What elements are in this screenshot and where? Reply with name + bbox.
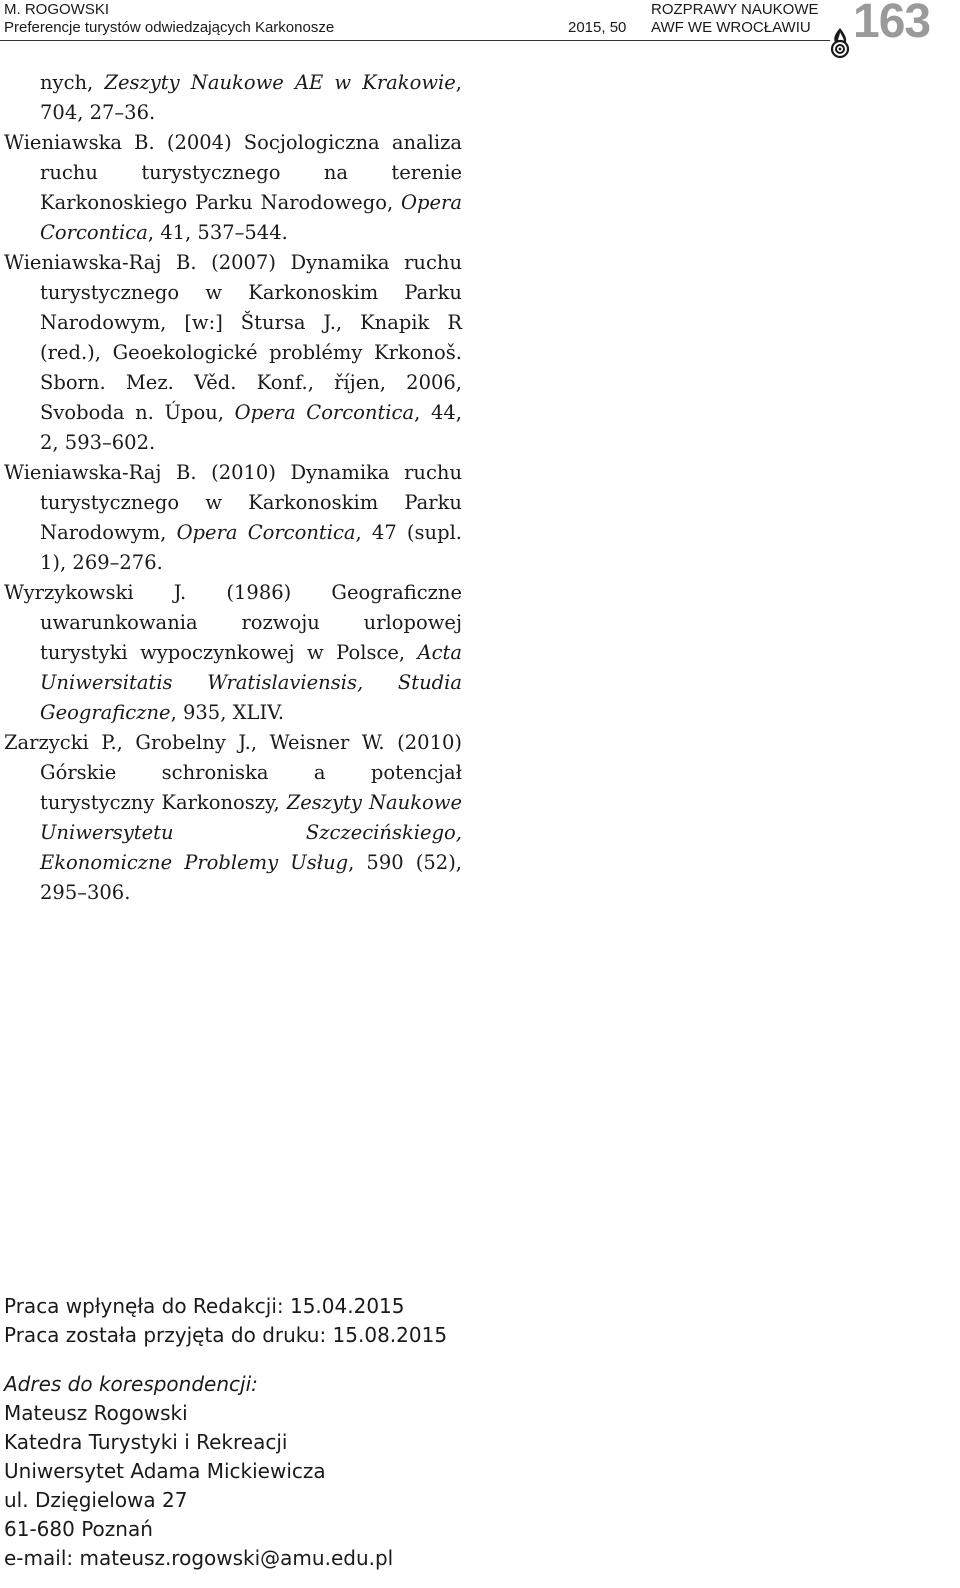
journal-line-1: ROZPRAWY NAUKOWE [651, 1, 819, 18]
reference-source-italic: Acta Uniwersitatis Wratislaviensis, Studia Geograficzne [40, 641, 462, 724]
received-date: Praca wpłynęła do Redakcji: 15.04.2015 [4, 1294, 405, 1318]
reference-text: , 44, 2, 593–602. [40, 401, 462, 454]
reference-text: Wieniawska-Raj B. (2007) Dynamika ruchu turystycznego w Karkonoskim Parku Narodowym, [w:] Štursa J., Knapik R (red.), Geoekologické problémy Krkonoš. Sborn. Mez. Věd. Konf., říjen, 2006, Svoboda n. Úpou, [4, 251, 462, 424]
running-head-title: Preferencje turystów odwiedzających Karkonosze [4, 19, 335, 36]
journal-line-2: AWF WE WROCŁAWIU [651, 19, 811, 36]
reference-entry [4, 728, 462, 908]
reference-source-italic: Opera Corcontica [234, 401, 415, 424]
reference-text: nych, [40, 71, 105, 94]
running-head-author: M. ROGOWSKI [4, 1, 109, 18]
reference-text: , 590 (52), 295–306. [40, 851, 462, 904]
reference-text: , 47 (supl. 1), 269–276. [40, 521, 462, 574]
reference-source-italic: Zeszyty Naukowe Uniwersytetu Szczecińskiego, Ekonomiczne Problemy Usług [40, 791, 462, 874]
university: Uniwersytet Adama Mickiewicza [4, 1459, 326, 1483]
running-head-left [4, 1, 334, 37]
reference-entry [4, 68, 462, 128]
reference-text: Wieniawska B. (2004) Socjologiczna analiza ruchu turystycznego na terenie Karkonoskiego Parku Narodowego, [4, 131, 462, 214]
reference-entry [4, 578, 462, 728]
journal-name [651, 1, 819, 37]
journal-logo-icon [829, 26, 851, 58]
reference-entry [4, 128, 462, 248]
reference-entry [4, 248, 462, 458]
reference-text: , 41, 537–544. [147, 221, 288, 244]
correspondence-address [4, 1370, 704, 1573]
department: Katedra Turystyki i Rekreacji [4, 1430, 288, 1454]
reference-text: , 704, 27–36. [40, 71, 462, 124]
reference-text: Zarzycki P., Grobelny J., Weisner W. (2010) Górskie schroniska a potencjał turystyczny Karkonoszy, [4, 731, 462, 814]
city: 61-680 Poznań [4, 1517, 153, 1541]
header-rule [0, 40, 830, 41]
author-name: Mateusz Rogowski [4, 1401, 188, 1425]
reference-source-italic: Zeszyty Naukowe AE w Krakowie [104, 71, 456, 94]
email: e-mail: mateusz.rogowski@amu.edu.pl [4, 1546, 394, 1570]
page-number: 163 [853, 0, 931, 48]
year-volume: 2015, 50 [568, 19, 627, 36]
reference-text: , 935, XLIV. [170, 701, 285, 724]
accepted-date: Praca została przyjęta do druku: 15.08.2015 [4, 1323, 448, 1347]
reference-text: Wieniawska-Raj B. (2010) Dynamika ruchu turystycznego w Karkonoskim Parku Narodowym, [4, 461, 462, 544]
reference-source-italic: Opera Corcontica [40, 191, 462, 244]
reference-list [4, 68, 462, 908]
reference-source-italic: Opera Corcontica [176, 521, 356, 544]
reference-text: Wyrzykowski J. (1986) Geograficzne uwarunkowania rozwoju urlopowej turystyki wypoczynkowej w Polsce, [4, 581, 462, 664]
reference-entry [4, 458, 462, 578]
correspondence-label: Adres do korespondencji: [4, 1372, 258, 1396]
submission-dates [4, 1292, 704, 1350]
page-header [0, 0, 960, 60]
street: ul. Dzięgielowa 27 [4, 1488, 188, 1512]
